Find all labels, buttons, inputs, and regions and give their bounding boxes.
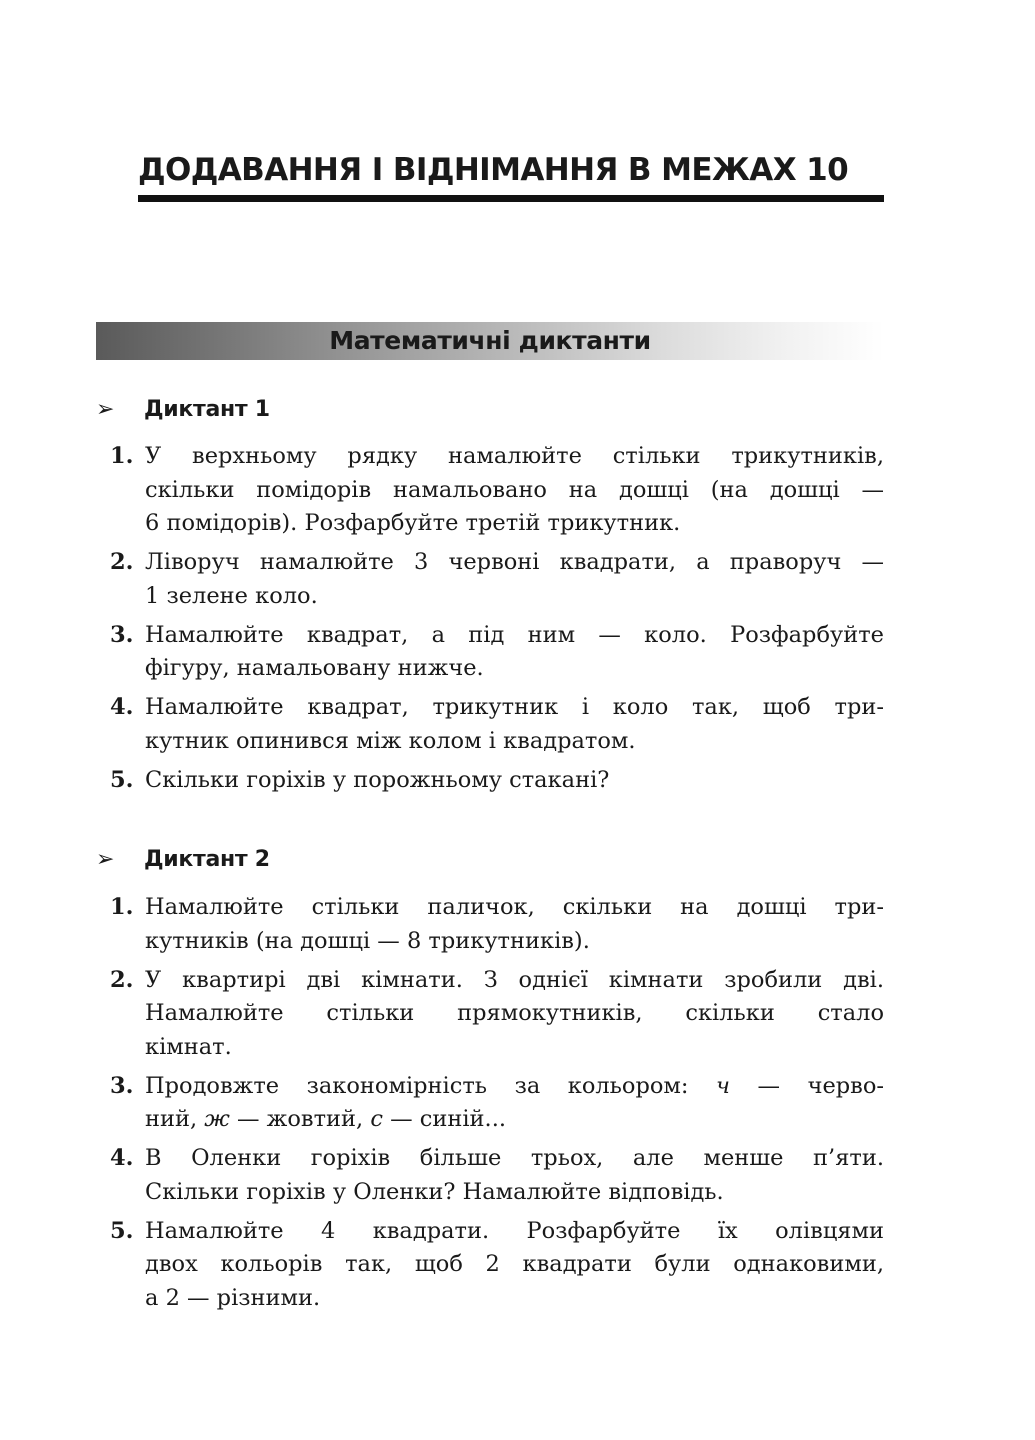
dictation-2-task-list: [110, 891, 884, 1321]
title-underline: [138, 195, 884, 202]
task-item: [110, 764, 884, 798]
task-number: 1.: [110, 443, 134, 469]
dictation-1-task-list: [110, 440, 884, 803]
task-number: 5.: [110, 1217, 134, 1244]
task-item: [110, 1215, 884, 1316]
task-number: 4.: [110, 694, 134, 720]
task-text: [145, 1070, 884, 1137]
arrow-bullet-icon: ➢: [96, 397, 115, 422]
task-line: 1 зелене коло.: [145, 582, 318, 609]
task-line: ний, ж — жовтий, с — синій...: [145, 1106, 506, 1132]
task-line: а 2 — різними.: [145, 1284, 321, 1311]
colour-abbreviation: ч: [716, 1072, 731, 1099]
page-title: ДОДАВАННЯ І ВІДНІМАННЯ В МЕЖАХ 10: [138, 152, 849, 188]
task-line: двох кольорів так, щоб 2 квадрати були однаковими,: [145, 1251, 884, 1277]
colour-abbreviation: с: [370, 1106, 383, 1132]
task-line: У верхньому рядку намалюйте стільки трикутників,: [145, 443, 884, 469]
task-line: 6 помідорів). Розфарбуйте третій трикутник.: [145, 510, 681, 536]
task-line: Продовжте закономірність за кольором: ч — черво-: [145, 1072, 884, 1099]
dictation-1-title: Диктант 1: [144, 397, 270, 422]
task-number: 5.: [110, 766, 134, 793]
task-item: [110, 964, 884, 1065]
task-number: 3.: [110, 1072, 134, 1099]
task-line: скільки помідорів намальовано на дошці (на дошці —: [145, 476, 884, 503]
task-number: 4.: [110, 1145, 134, 1171]
task-line: кутників (на дошці — 8 трикутників).: [145, 927, 590, 954]
task-number: 3.: [110, 621, 134, 648]
task-item: [110, 1070, 884, 1137]
task-text: [145, 1142, 884, 1209]
task-line: Намалюйте 4 квадрати. Розфарбуйте їх олівцями: [145, 1217, 884, 1244]
task-line: кутник опинився між колом і квадратом.: [145, 727, 636, 754]
task-text: [145, 546, 884, 613]
task-item: [110, 546, 884, 613]
task-line: Намалюйте стільки паличок, скільки на дошці три-: [145, 894, 884, 920]
task-item: [110, 1142, 884, 1209]
task-item: [110, 691, 884, 758]
task-text: [145, 440, 884, 541]
task-line: У квартирі дві кімнати. З однієї кімнати зробили дві.: [145, 966, 884, 993]
task-line: Скільки горіхів у порожньому стакані?: [145, 766, 610, 793]
task-line: Намалюйте квадрат, а під ним — коло. Розфарбуйте: [145, 621, 884, 648]
task-text: [145, 764, 884, 798]
dictation-1-heading: [96, 395, 270, 425]
arrow-bullet-icon: ➢: [96, 847, 115, 872]
task-text: [145, 1215, 884, 1316]
task-item: [110, 891, 884, 958]
section-title: Математичні диктанти: [329, 326, 651, 355]
colour-abbreviation: ж: [204, 1106, 230, 1132]
task-number: 2.: [110, 549, 134, 575]
task-text: [145, 891, 884, 958]
task-line: Намалюйте квадрат, трикутник і коло так, щоб три-: [145, 694, 884, 720]
task-line: Намалюйте стільки прямокутників, скільки стало: [145, 1000, 884, 1026]
task-item: [110, 619, 884, 686]
task-line: В Оленки горіхів більше трьох, але менше п’яти.: [145, 1145, 884, 1171]
task-item: [110, 440, 884, 541]
task-line: Скільки горіхів у Оленки? Намалюйте відповідь.: [145, 1178, 724, 1205]
task-line: фігуру, намальовану нижче.: [145, 655, 484, 681]
task-text: [145, 691, 884, 758]
task-text: [145, 619, 884, 686]
task-number: 2.: [110, 966, 134, 993]
task-line: кімнат.: [145, 1033, 232, 1060]
task-text: [145, 964, 884, 1065]
task-line: Ліворуч намалюйте 3 червоні квадрати, а праворуч —: [145, 549, 884, 575]
dictation-2-heading: [96, 845, 270, 875]
task-number: 1.: [110, 894, 134, 920]
dictation-2-title: Диктант 2: [144, 847, 270, 872]
